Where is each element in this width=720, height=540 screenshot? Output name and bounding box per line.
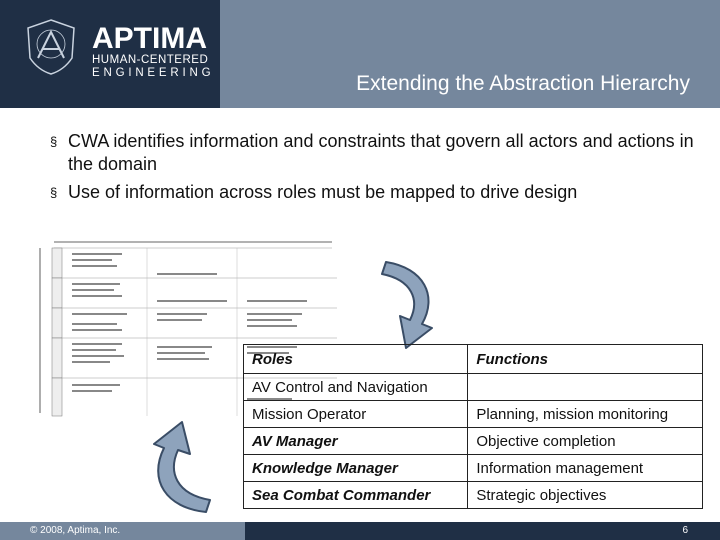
table-row bbox=[244, 482, 703, 509]
function-cell bbox=[468, 374, 703, 401]
copyright-text: © 2008, Aptima, Inc. bbox=[30, 525, 121, 536]
brand-name: APTIMA bbox=[92, 22, 207, 55]
header-roles: Roles bbox=[244, 345, 468, 374]
role-cell: Sea Combat Commander bbox=[244, 482, 468, 509]
footer-band bbox=[0, 522, 720, 540]
slide-title: Extending the Abstraction Hierarchy bbox=[356, 72, 690, 95]
brand-tagline-2: ENGINEERING bbox=[92, 67, 215, 79]
bullet-text: CWA identifies information and constraints that govern all actors and actions in the domain bbox=[68, 131, 694, 174]
aptima-seal-icon bbox=[24, 18, 78, 76]
role-cell: AV Control and Navigation bbox=[244, 374, 468, 401]
function-cell: Objective completion bbox=[468, 428, 703, 455]
brand-logotype bbox=[92, 24, 214, 80]
brand-tagline-1: HUMAN-CENTERED bbox=[92, 54, 209, 66]
header-functions: Functions bbox=[468, 345, 703, 374]
table-row bbox=[244, 428, 703, 455]
curved-arrow-up-icon bbox=[146, 418, 220, 516]
table-row bbox=[244, 374, 703, 401]
bullet-list bbox=[50, 130, 700, 209]
role-cell: Knowledge Manager bbox=[244, 455, 468, 482]
role-cell: AV Manager bbox=[244, 428, 468, 455]
table-row bbox=[244, 401, 703, 428]
bullet-item bbox=[50, 130, 700, 176]
header-band bbox=[0, 0, 720, 108]
curved-arrow-down-icon bbox=[372, 258, 442, 350]
function-cell: Information management bbox=[468, 455, 703, 482]
role-cell: Mission Operator bbox=[244, 401, 468, 428]
bullet-square-icon: § bbox=[50, 185, 58, 200]
bullet-square-icon: § bbox=[50, 134, 58, 149]
function-cell: Planning, mission monitoring bbox=[468, 401, 703, 428]
footer-left-band bbox=[0, 522, 245, 540]
roles-functions-table bbox=[243, 344, 703, 509]
bullet-item bbox=[50, 181, 700, 204]
page-number: 6 bbox=[682, 525, 688, 536]
function-cell: Strategic objectives bbox=[468, 482, 703, 509]
logo-box bbox=[0, 0, 220, 108]
table-row bbox=[244, 455, 703, 482]
table-header-row bbox=[244, 345, 703, 374]
bullet-text: Use of information across roles must be mapped to drive design bbox=[68, 182, 578, 202]
